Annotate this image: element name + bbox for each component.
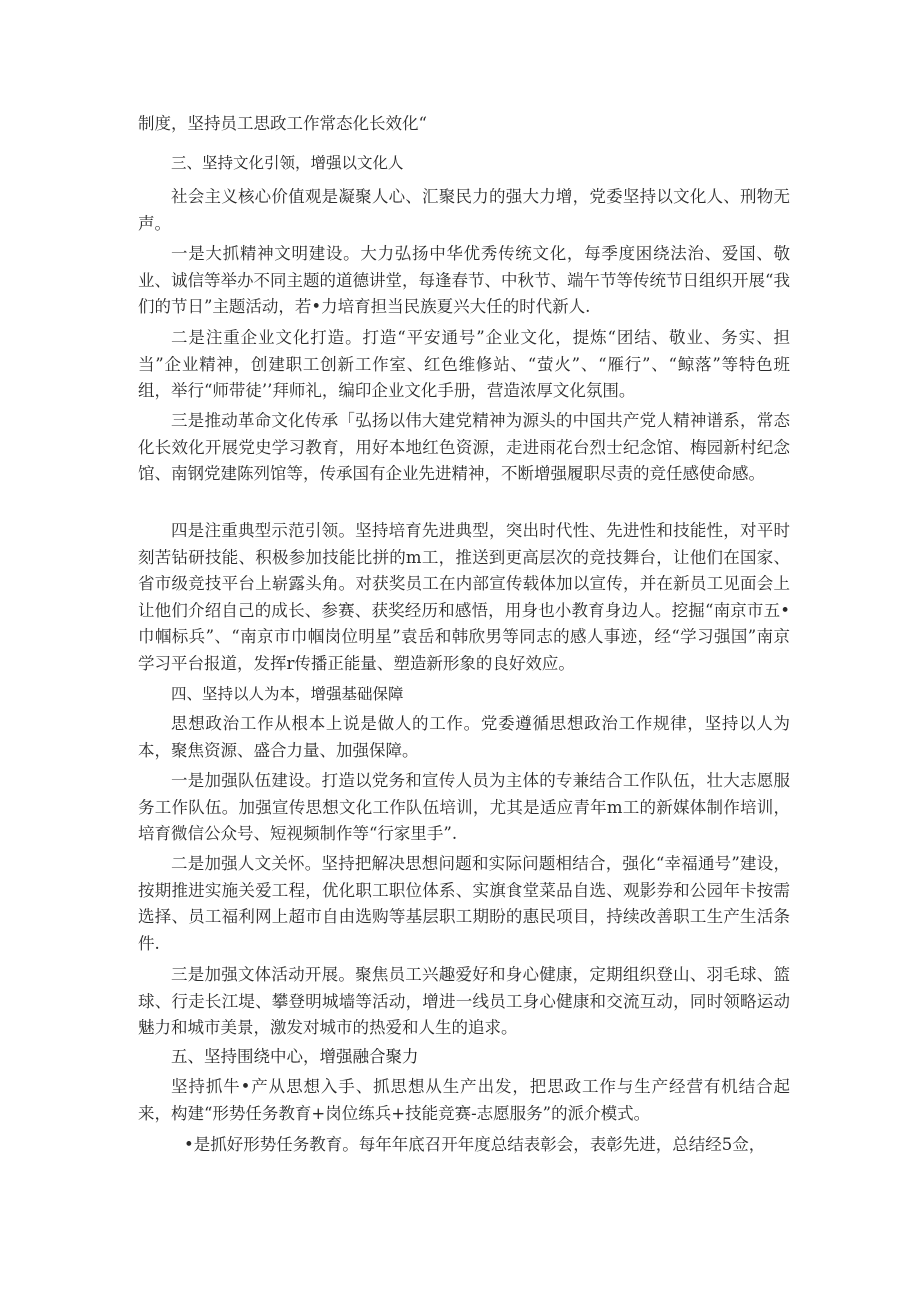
paragraph-continuation: 制度，坚持员工思政工作常态化长效化“ — [138, 114, 427, 133]
paragraph: 社会主义核心价值观是凝聚人心、汇聚民力的强大力增，党委坚持以文化人、刑物无声。 — [138, 187, 790, 233]
section-heading-4: 四、坚持以人为本，增强基础保障 — [171, 685, 404, 703]
paragraph: 思想政治工作从根本上说是做人的工作。党委遵循思想政治工作规律，坚持以人为本，聚焦资源、盛合力量、加强保障。 — [138, 714, 790, 760]
paragraph: 一是加强队伍建设。打造以党务和宣传人员为主体的专兼结合工作队伍，壮大志愿服务工作队伍。加强宣传思想文化工作队伍培训，尤其是适应青年m工的新媒体制作培训，培育微信公众号、短视频制作等“行家里手”. — [138, 771, 790, 843]
paragraph: 坚持抓牛•产从思想入手、抓思想从生产出发，把思政工作与生产经营有机结合起来，构建“形势任务教育+岗位练兵+技能竞赛-志愿服务”的派介模式。 — [138, 1077, 790, 1123]
paragraph-partial: •是抓好形势任务教育。每年年底召开年度总结表彰会，表彰先进，总结经5佥， — [184, 1135, 766, 1154]
paragraph: 四是注重典型示范引领。坚持培育先进典型，突出时代性、先进性和技能性，对平时刻苦钻研技能、积极参加技能比拼的m工，推送到更高层次的竞技舞台，让他们在国家、省市级竞技平台上崭露头角。对获奖员工在内部宣传载体加以宣传，并在新员工见面会上让他们介绍自己的成长、参赛、获奖经历和感悟，用身也小教育身边人。挖掘“南京市五•巾帼标兵”、“南京市巾帼岗位明星”袁岳和韩欣男等同志的感人事迹，经“学习强国”南京学习平台报道，发挥r传播正能量、塑造新形象的良好效应。 — [138, 521, 790, 673]
section-heading-3: 三、坚持文化引领，增强以文化人 — [171, 154, 404, 172]
paragraph: 一是大抓精神文明建设。大力弘扬中华优秀传统文化，每季度困绕法治、爱国、敬业、诚信等举办不同主题的道德讲堂，每逢春节、中秋节、端午节等传统节日组织开展“我们的节日”主题活动，若•力培育担当民族夏兴大任的时代新人. — [138, 244, 790, 316]
paragraph: 三是推动革命文化传承「弘扬以伟大建党精神为源头的中国共产党人精神谱系，常态化长效化开展党史学习教育，用好本地红色资源，走进雨花台烈士纪念馆、梅园新村纪念馆、南钢党建陈列馆等，传承国有企业先进精神，不断增强履职尽责的竞任感使命感。 — [138, 411, 790, 483]
section-heading-5: 五、坚持围绕中心，增强融合聚力 — [171, 1047, 419, 1066]
paragraph: 二是注重企业文化打造。打造“平安通号”企业文化，提炼“团结、敬业、务实、担当”企业精神，创建职工创新工作室、红色维修站、“萤火”、“雁行”、“鲸落”等特色班组，举行“师带徒’’拜师礼，编印企业文化手册，营造浓厚文化氛围。 — [138, 328, 790, 400]
paragraph: 二是加强人文关怀。坚持把解决思想问题和实际问题相结合，强化“幸福通号”建设，按期推进实施关爱工程，优化职工职位体系、实旗食堂菜品自选、观影券和公园年卡按需选择、员工福利网上超市自由选购等基层职工期盼的惠民项目，持续改善职工生产生活条件. — [138, 854, 790, 953]
paragraph: 三是加强文体活动开展。聚焦员工兴趣爱好和身心健康，定期组织登山、羽毛球、篮球、行走长江堤、攀登明城墙等活动，增进一线员工身心健康和交流互动，同时领略运动魅力和城市美景，激发对城市的热爱和人生的追求。 — [138, 965, 790, 1037]
